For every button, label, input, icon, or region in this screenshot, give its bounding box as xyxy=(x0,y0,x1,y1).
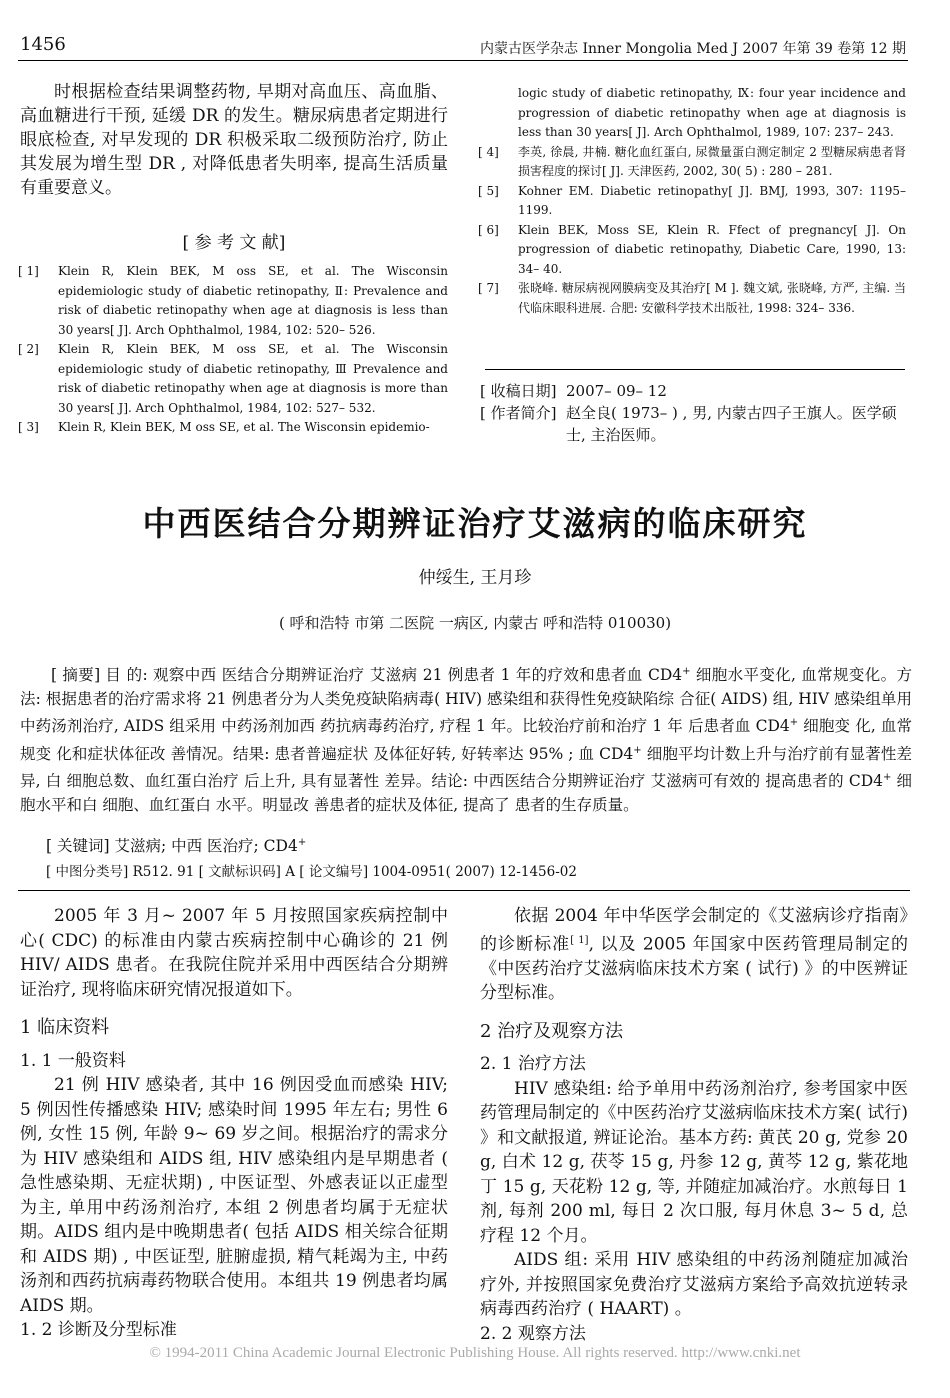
keywords-label: [ 关键词] xyxy=(46,837,110,855)
reference-item: [ 3] Klein R, Klein BEK, M oss SE, et al. The Wisconsin epidemio- xyxy=(18,420,430,434)
section-2-heading: 2 治疗及观察方法 xyxy=(480,1020,624,1042)
section-2-1-text-hiv: HIV 感染组: 给予单用中药汤剂治疗, 参考国家中医药管理局制定的《中医药治疗艾滋病临床技术方案( 试行) 》和文献报道, 辨证论治。基本方药: 黄芪 20 g, 党参 20 g, 白术 12 g, 茯苓 15 g, 丹参 12 g, 黄芩 12 g, 紫花地丁 15 g, 天花粉 12 g, 等, 并随症加减治疗。水煎每日 1 剂, 每剂 200 ml, 每日 2 次口服, 每月休息 3~ 5 d, 总疗程 12 个月。 xyxy=(480,1078,908,1246)
reference-item: [ 1] Klein R, Klein BEK, M oss SE, et al. The Wisconsin epidemiologic study of diabetic retinopathy, Ⅱ: Prevalence and risk of diabetic retinopathy when age at diagnosis is less than 30 years[ J]. Arch Ophthalmol, 1984, 102: 520– 526. xyxy=(18,264,448,337)
criteria-paragraph: 依据 2004 年中华医学会制定的《艾滋病诊疗指南》的诊断标准[ 1], 以及 2005 年国家中医药管理局制定的《中医药治疗艾滋病临床技术方案 ( 试行) 》的中医辨证分型标准。 xyxy=(480,906,909,1004)
pub-info-rule xyxy=(485,369,905,370)
page-number: 1456 xyxy=(20,34,66,55)
section-1-heading: 1 临床资料 xyxy=(20,1017,110,1038)
article-authors: 仲绥生, 王月珍 xyxy=(418,568,532,588)
author-bio-label: [ 作者简介] xyxy=(480,404,557,422)
article-affiliation: ( 呼和浩特 市第 二医院 一病区, 内蒙古 呼和浩特 010030) xyxy=(278,614,672,632)
section-1-1-text: 21 例 HIV 感染者, 其中 16 例因受血而感染 HIV; 5 例因性传播感染 HIV; 感染时间 1995 年左右; 男性 6 例, 女性 15 例, 年龄 9~ 69 岁之间。根据治疗的需求分为 HIV 感染组和 AIDS 组, HIV 感染组内是早期患者 ( 急性感染期、无症状期) , 中医证型、外感表证以正虚型为主, 单用中药汤剂治疗, 本组 2 例患者均属于无症状期。AIDS 组内是中晚期患者( 包括 AIDS 相关综合征期和 AIDS 期) , 中医证型, 脏腑虚损, 精气耗竭为主, 中药汤剂和西药抗病毒药物联合使用。本组共 19 例患者均属 AIDS 期。 xyxy=(20,1075,448,1316)
section-2-1-text-aids: AIDS 组: 采用 HIV 感染组的中药汤剂随症加减治疗外, 并按照国家免费治疗艾滋病方案给予高效抗逆转录病毒西药治疗 ( HAART) 。 xyxy=(480,1250,908,1320)
reference-item: [ 2] Klein R, Klein BEK, M oss SE, et al. The Wisconsin epidemiologic study of diabetic retinopathy, Ⅲ Prevalence and risk of diabetic retinopathy when age at diagnosis is more than 30 years[ J]. Arch Ophthalmol, 1984, 102: 527– 532. xyxy=(18,342,448,415)
references-right xyxy=(478,84,906,318)
keywords-value: 艾滋病; 中西 医治疗; CD4 xyxy=(109,837,298,855)
references-left xyxy=(18,262,448,438)
keywords: [ 关键词] 艾滋病; 中西 医治疗; CD4+ xyxy=(46,836,307,855)
classification-line: [ 中图分类号] R512. 91 [ 文献标识码] A [ 论文编号] 1004-0951( 2007) 12-1456-02 xyxy=(46,864,577,880)
section-1-2-heading: 1. 2 诊断及分型标准 xyxy=(20,1320,177,1340)
pub-info xyxy=(480,380,908,446)
reference-item: [ 6] Klein BEK, Moss SE, Klein R. Ffect of pregnancy[ J]. On progression of diabetic retinopathy, Diabetic Care, 1990, 13: 34– 40. xyxy=(478,222,906,276)
body-right-column xyxy=(480,904,908,1346)
prev-article-text: 时根据检查结果调整药物, 早期对高血压、高血脂、高血糖进行干预, 延缓 DR 的发生。糖尿病患者定期进行眼底检查, 对早发现的 DR 积极采取二级预防治疗, 防止其发展为增生型 DR , 对降低患者失明率, 提高生活质量有重要意义。 xyxy=(20,82,448,198)
intro-paragraph: 2005 年 3 月~ 2007 年 5 月按照国家疾病控制中心( CDC) 的标准由内蒙古疾病控制中心确诊的 21 例 HIV/ AIDS 患者。在我院住院并采用中西医结合分期辨证治疗, 现将临床研究情况报道如下。 xyxy=(20,906,448,1000)
reference-item: [ 5] Kohner EM. Diabetic retinopathy[ J]. BMJ, 1993, 307: 1195– 1199. xyxy=(478,183,906,217)
body-left-column xyxy=(20,904,448,1343)
section-1-1-heading: 1. 1 一般资料 xyxy=(20,1050,126,1071)
section-2-1-heading: 2. 1 治疗方法 xyxy=(480,1054,586,1075)
abstract-label: [ 摘要] xyxy=(51,666,101,685)
reference-item: logic study of diabetic retinopathy, Ⅸ: four year incidence and progression of diabetic retinopathy when age at diagnosis is less than 30 years[ J]. Arch Ophthalmol, 1989, 107: 237– 243. xyxy=(518,86,906,139)
received-date: 2007– 09– 12 xyxy=(566,382,667,400)
received-label: [ 收稿日期] xyxy=(480,382,557,400)
citation-ref: [ 1] xyxy=(570,934,589,946)
header-rule xyxy=(18,60,908,61)
author-bio: 赵全良( 1973– ) , 男, 内蒙古四子王旗人。医学硕士, 主治医师。 xyxy=(566,404,897,444)
reference-item: [ 4] 李英, 徐晨, 井楠. 糖化血红蛋白, 尿微量蛋白测定制定 2 型糖尿病患者肾损害程度的探讨[ J]. 天津医药, 2002, 30( 5) : 280 – 281. xyxy=(478,144,906,178)
copyright-footer: © 1994-2011 China Academic Journal Electronic Publishing House. All rights reserved. http://www.cnki.net xyxy=(149,1345,801,1361)
references-heading: [ 参 考 文 献] xyxy=(182,233,286,253)
reference-item: [ 7] 张晓峰. 糖尿病视网膜病变及其治疗[ M ]. 魏文斌, 张晓峰, 方严, 主编. 当代临床眼科进展. 合肥: 安徽科学技术出版社, 1998: 324– 336. xyxy=(478,281,906,315)
journal-header: 内蒙古医学杂志 Inner Mongolia Med J 2007 年第 39 卷第 12 期 xyxy=(480,41,906,57)
abstract: [ 摘要] 目 的: 观察中西 医结合分期辨证治疗 艾滋病 21 例患者 1 年的疗效和患者血 CD4+ 细胞水平变化, 血常规变化。方法: 根据患者的治疗需求将 21 例患者分为人类免疫缺陷病毒( HIV) 感染组和获得性免疫缺陷综 合征( AIDS) 组, HIV 感染组单用 中药汤剂治疗, AIDS 组采用 中药汤剂加西 药抗病毒药治疗, 疗程 1 年。比较治疗前和治疗 1 年 后患者血 CD4+ 细胞变 化, 血常规变 化和症状体征改 善情况。结果: 患者普遍症状 及体征好转, 好转率达 95% ; 血 CD4+ 细胞平均计数上升与治疗前有显著性差异, 白 细胞总数、血红蛋白治疗 后上升, 具有显著性 差异。结论: 中西医结合分期辨证治疗 艾滋病可有效的 提高患者的 CD4+ 细胞水平和白 细胞、血红蛋白 水平。明显改 善患者的症状及体征, 提高了 患者的生存质量。 xyxy=(20,666,912,815)
article-title: 中西医结合分期辨证治疗艾滋病的临床研究 xyxy=(142,504,808,543)
abstract-separator xyxy=(18,890,910,891)
section-2-2-heading: 2. 2 观察方法 xyxy=(480,1323,586,1344)
